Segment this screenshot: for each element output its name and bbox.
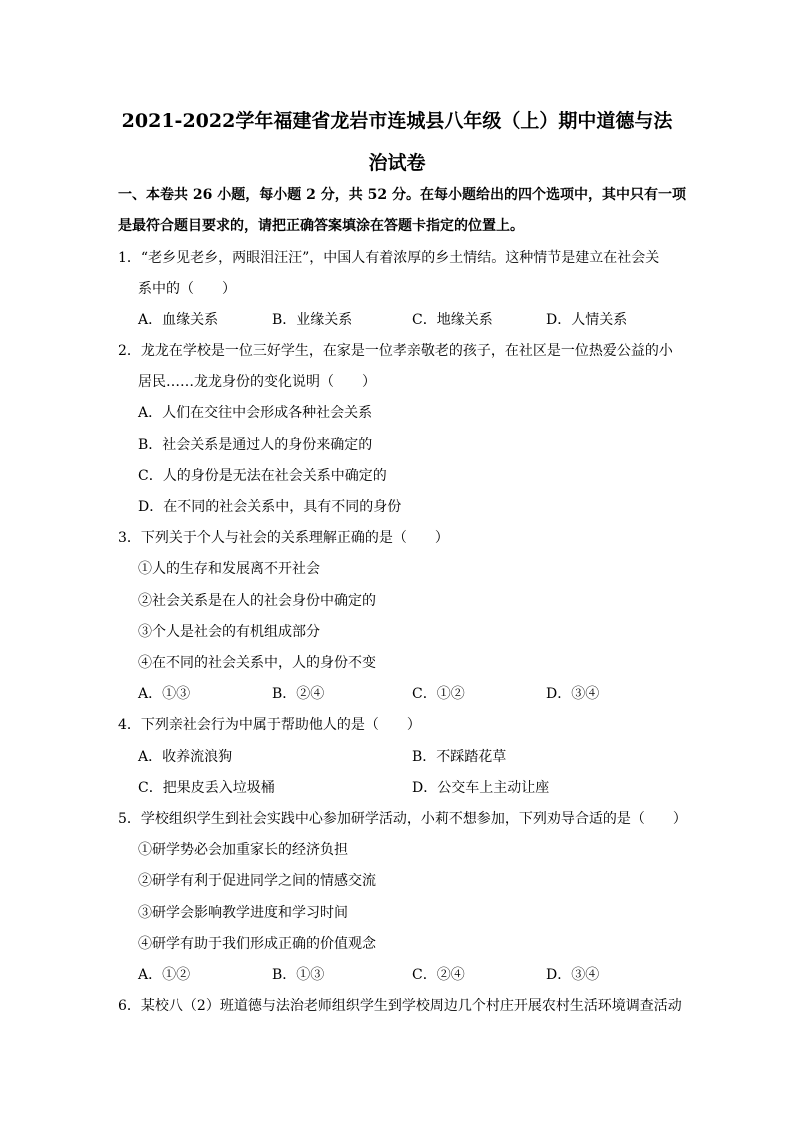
question-3-stem: 3．下列关于个人与社会的关系理解正确的是（ ） [118,530,449,546]
question-4-stem: 4．下列亲社会行为中属于帮助他人的是（ ） [118,717,421,733]
question-5-item-3: ③研学会影响教学进度和学习时间 [138,905,348,921]
question-1-option-b: B．业缘关系 [272,312,353,328]
question-3-option-d: D．③④ [546,686,600,702]
question-1-option-c: C．地缘关系 [412,312,493,328]
question-5-option-a: A．①② [138,967,191,983]
question-4-option-c: C．把果皮丢入垃圾桶 [138,780,275,796]
question-2-stem-line1: 2．龙龙在学校是一位三好学生，在家是一位孝亲敬老的孩子，在社区是一位热爱公益的小 [118,343,673,359]
question-3-item-3: ③个人是社会的有机组成部分 [138,624,320,640]
exam-title-line2: 治试卷 [368,152,426,174]
question-1-stem-line1: 1．“老乡见老乡，两眼泪汪汪”，中国人有着浓厚的乡土情结。这种情节是建立在社会关 [118,250,660,266]
section-instruction-line2: 是最符合题目要求的，请把正确答案填涂在答题卡指定的位置上。 [118,218,524,234]
question-2-option-d: D．在不同的社会关系中，具有不同的身份 [138,499,402,515]
question-4-option-d: D．公交车上主动让座 [412,780,550,796]
question-1-option-d: D．人情关系 [546,312,628,328]
question-5-option-c: C．②④ [412,967,465,983]
question-3-item-4: ④在不同的社会关系中，人的身份不变 [138,655,376,671]
question-3-option-a: A．①③ [138,686,191,702]
question-3-option-c: C．①② [412,686,465,702]
question-5-option-d: D．③④ [546,967,600,983]
question-2-option-b: B．社会关系是通过人的身份来确定的 [138,437,373,453]
question-5-option-b: B．①③ [272,967,325,983]
question-1-option-a: A．血缘关系 [138,312,219,328]
question-2-option-c: C．人的身份是无法在社会关系中确定的 [138,468,387,484]
question-2-stem-line2: 居民……龙龙身份的变化说明（ ） [138,374,376,390]
question-3-item-2: ②社会关系是在人的社会身份中确定的 [138,593,376,609]
question-2-option-a: A．人们在交往中会形成各种社会关系 [138,405,373,421]
question-5-item-1: ①研学势必会加重家长的经济负担 [138,842,348,858]
question-5-item-2: ②研学有利于促进同学之间的情感交流 [138,873,376,889]
question-6-stem: 6．某校八（2）班道德与法治老师组织学生到学校周边几个村庄开展农村生活环境调查活动 [118,998,682,1014]
question-3-option-b: B．②④ [272,686,325,702]
question-5-stem: 5．学校组织学生到社会实践中心参加研学活动，小莉不想参加，下列劝导合适的是（ ） [118,811,687,827]
question-5-item-4: ④研学有助于我们形成正确的价值观念 [138,936,376,952]
exam-title-line1: 2021-2022学年福建省龙岩市连城县八年级（上）期中道德与法 [121,110,673,132]
question-1-stem-line2: 系中的（ ） [138,281,236,297]
question-4-option-b: B．不踩踏花草 [412,749,507,765]
question-4-option-a: A．收养流浪狗 [138,749,233,765]
section-instruction-line1: 一、本卷共 26 小题，每小题 2 分，共 52 分。在每小题给出的四个选项中，其中只有一项 [118,187,686,203]
question-3-item-1: ①人的生存和发展离不开社会 [138,561,320,577]
